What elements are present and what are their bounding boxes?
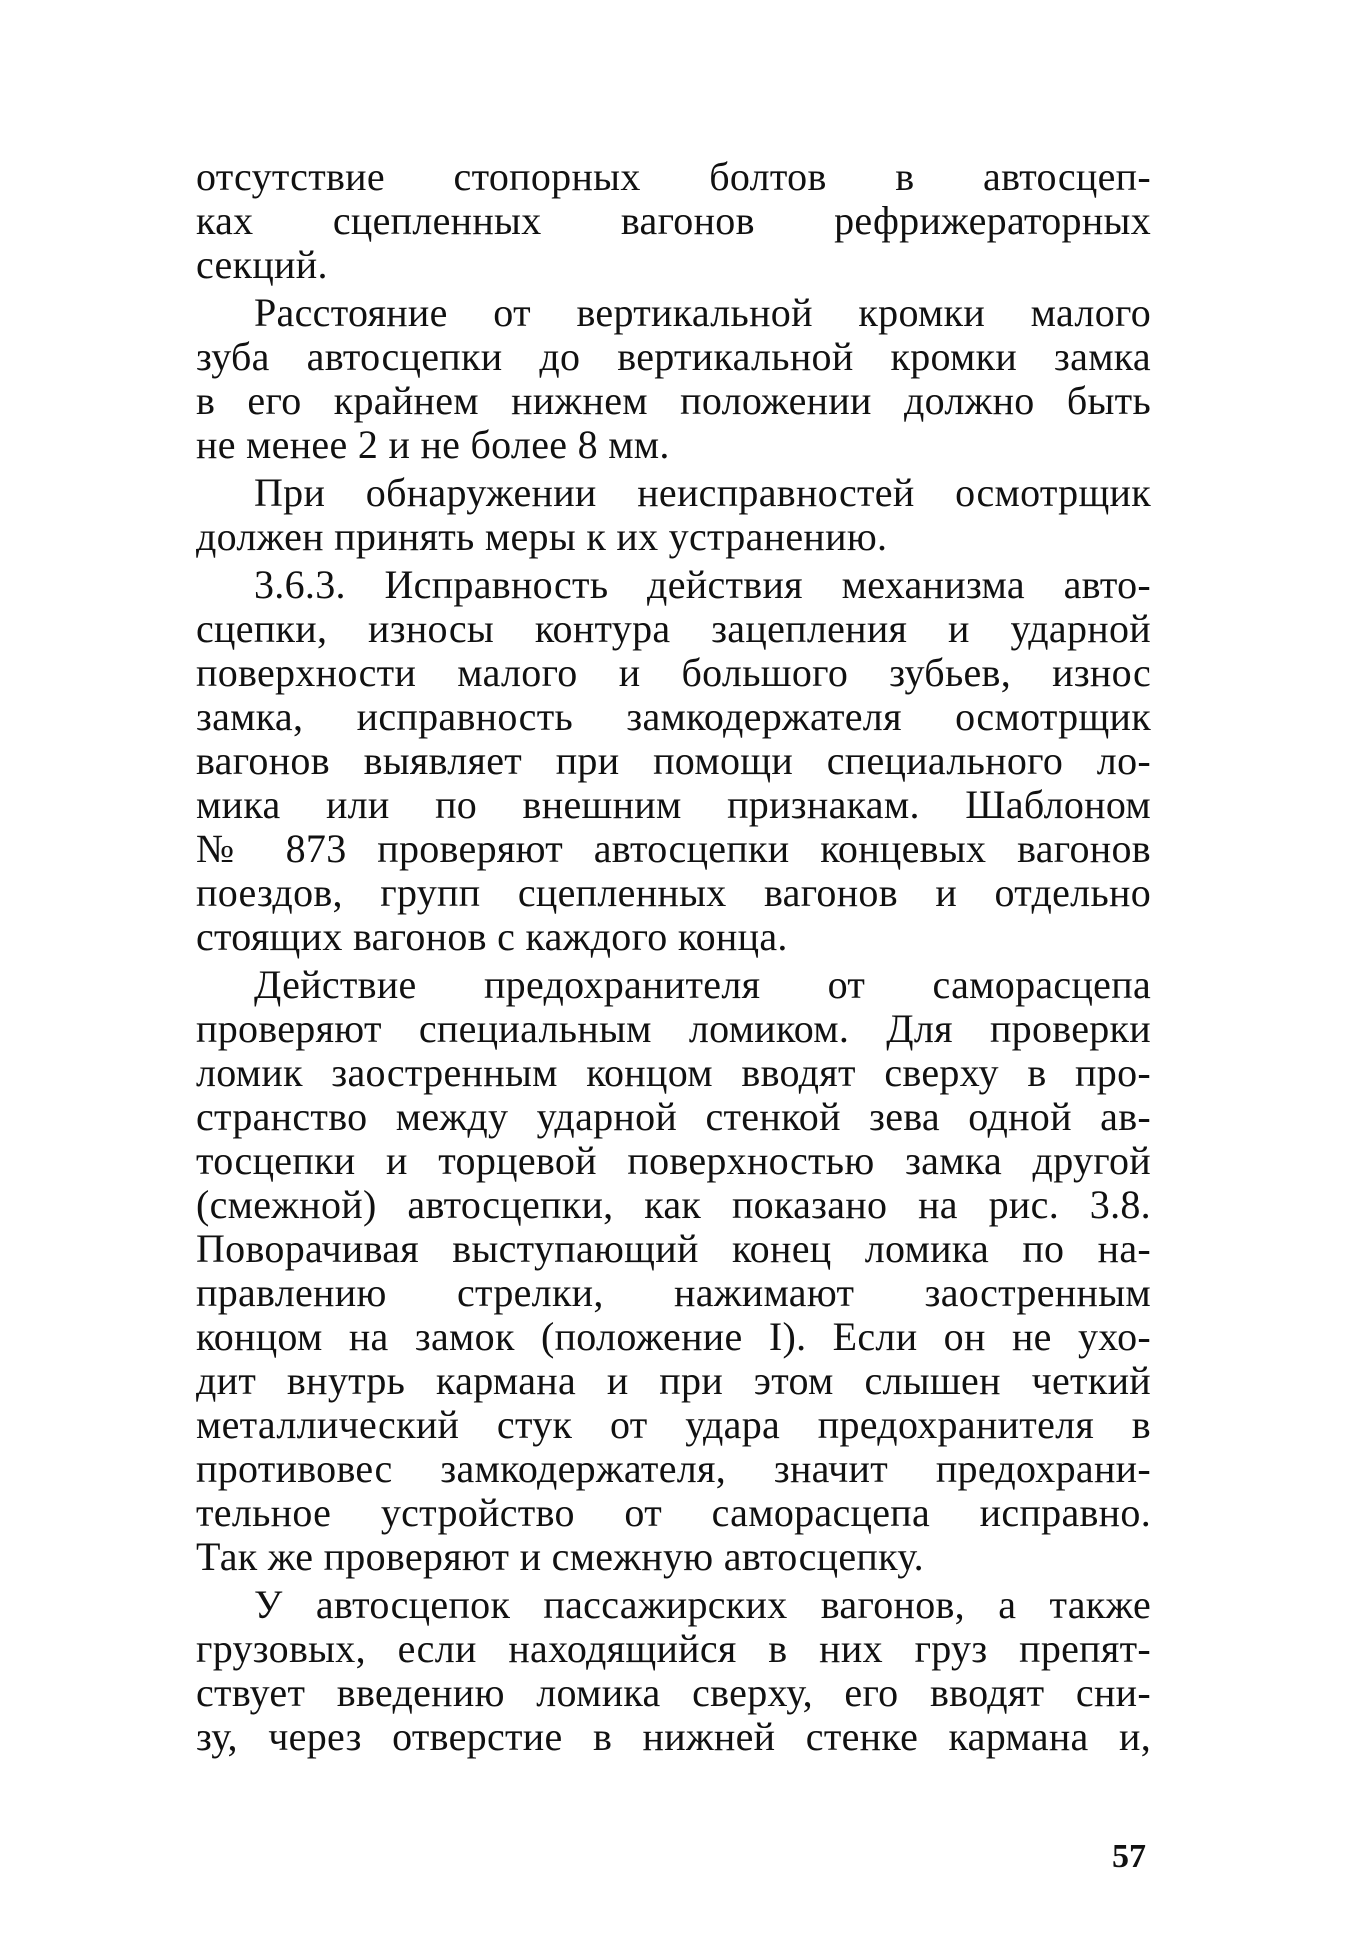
text-line: не менее 2 и не более 8 мм.: [196, 422, 670, 467]
text-line: зу, через отверстие в нижней стенке кармана и,: [196, 1714, 1151, 1759]
paragraph-6: [196, 1583, 1151, 1759]
text-line: (смежной) автосцепки, как показано на рис. 3.8.: [196, 1182, 1151, 1227]
text-line: зуба автосцепки до вертикальной кромки замка: [196, 334, 1151, 379]
text-line: Расстояние от вертикальной кромки малого: [254, 290, 1151, 335]
text-line: грузовых, если находящийся в них груз препят-: [196, 1626, 1151, 1671]
text-line: тельное устройство от саморасцепа исправно.: [196, 1490, 1151, 1535]
text-line: противовес замкодержателя, значит предохрани-: [196, 1446, 1151, 1491]
text-line: правлению стрелки, нажимают заостренным: [196, 1270, 1151, 1315]
text-line: секций.: [196, 242, 328, 287]
text-line: вагонов выявляет при помощи специального ло-: [196, 738, 1151, 783]
text-line: Действие предохранителя от саморасцепа: [254, 962, 1151, 1007]
paragraph-1: [196, 155, 1151, 287]
paragraph-3: [196, 471, 1151, 559]
text-line: стоящих вагонов с каждого конца.: [196, 914, 788, 959]
text-line: № 873 проверяют автосцепки концевых вагонов: [196, 826, 1151, 871]
paragraph-4: [196, 563, 1151, 959]
text-line: дит внутрь кармана и при этом слышен четкий: [196, 1358, 1151, 1403]
text-line: тосцепки и торцевой поверхностью замка другой: [196, 1138, 1151, 1183]
text-line: ках сцепленных вагонов рефрижераторных: [196, 198, 1151, 243]
text-line: проверяют специальным ломиком. Для проверки: [196, 1006, 1151, 1051]
paragraph-2: [196, 291, 1151, 467]
text-line: При обнаружении неисправностей осмотрщик: [254, 470, 1151, 515]
text-line: У автосцепок пассажирских вагонов, а также: [254, 1582, 1151, 1627]
text-line: концом на замок (положение I). Если он не ухо-: [196, 1314, 1151, 1359]
text-line: ломик заостренным концом вводят сверху в про-: [196, 1050, 1151, 1095]
page-body: [196, 155, 1151, 1763]
text-line: ствует введению ломика сверху, его вводят сни-: [196, 1670, 1151, 1715]
text-line: Так же проверяют и смежную автосцепку.: [196, 1534, 924, 1579]
page-number: 57: [1112, 1838, 1146, 1875]
text-line: должен принять меры к их устранению.: [196, 514, 888, 559]
paragraph-5: [196, 963, 1151, 1579]
text-line: мика или по внешним признакам. Шаблоном: [196, 782, 1151, 827]
text-line: замка, исправность замкодержателя осмотрщик: [196, 694, 1151, 739]
text-line: сцепки, износы контура зацепления и ударной: [196, 606, 1151, 651]
text-line: металлический стук от удара предохранителя в: [196, 1402, 1151, 1447]
text-line: странство между ударной стенкой зева одной ав-: [196, 1094, 1151, 1139]
text-line: поездов, групп сцепленных вагонов и отдельно: [196, 870, 1151, 915]
text-line: отсутствие стопорных болтов в автосцеп-: [196, 154, 1151, 199]
text-line: в его крайнем нижнем положении должно быть: [196, 378, 1151, 423]
text-line: 3.6.3. Исправность действия механизма авто-: [254, 562, 1151, 607]
text-line: поверхности малого и большого зубьев, износ: [196, 650, 1151, 695]
text-line: Поворачивая выступающий конец ломика по на-: [196, 1226, 1151, 1271]
